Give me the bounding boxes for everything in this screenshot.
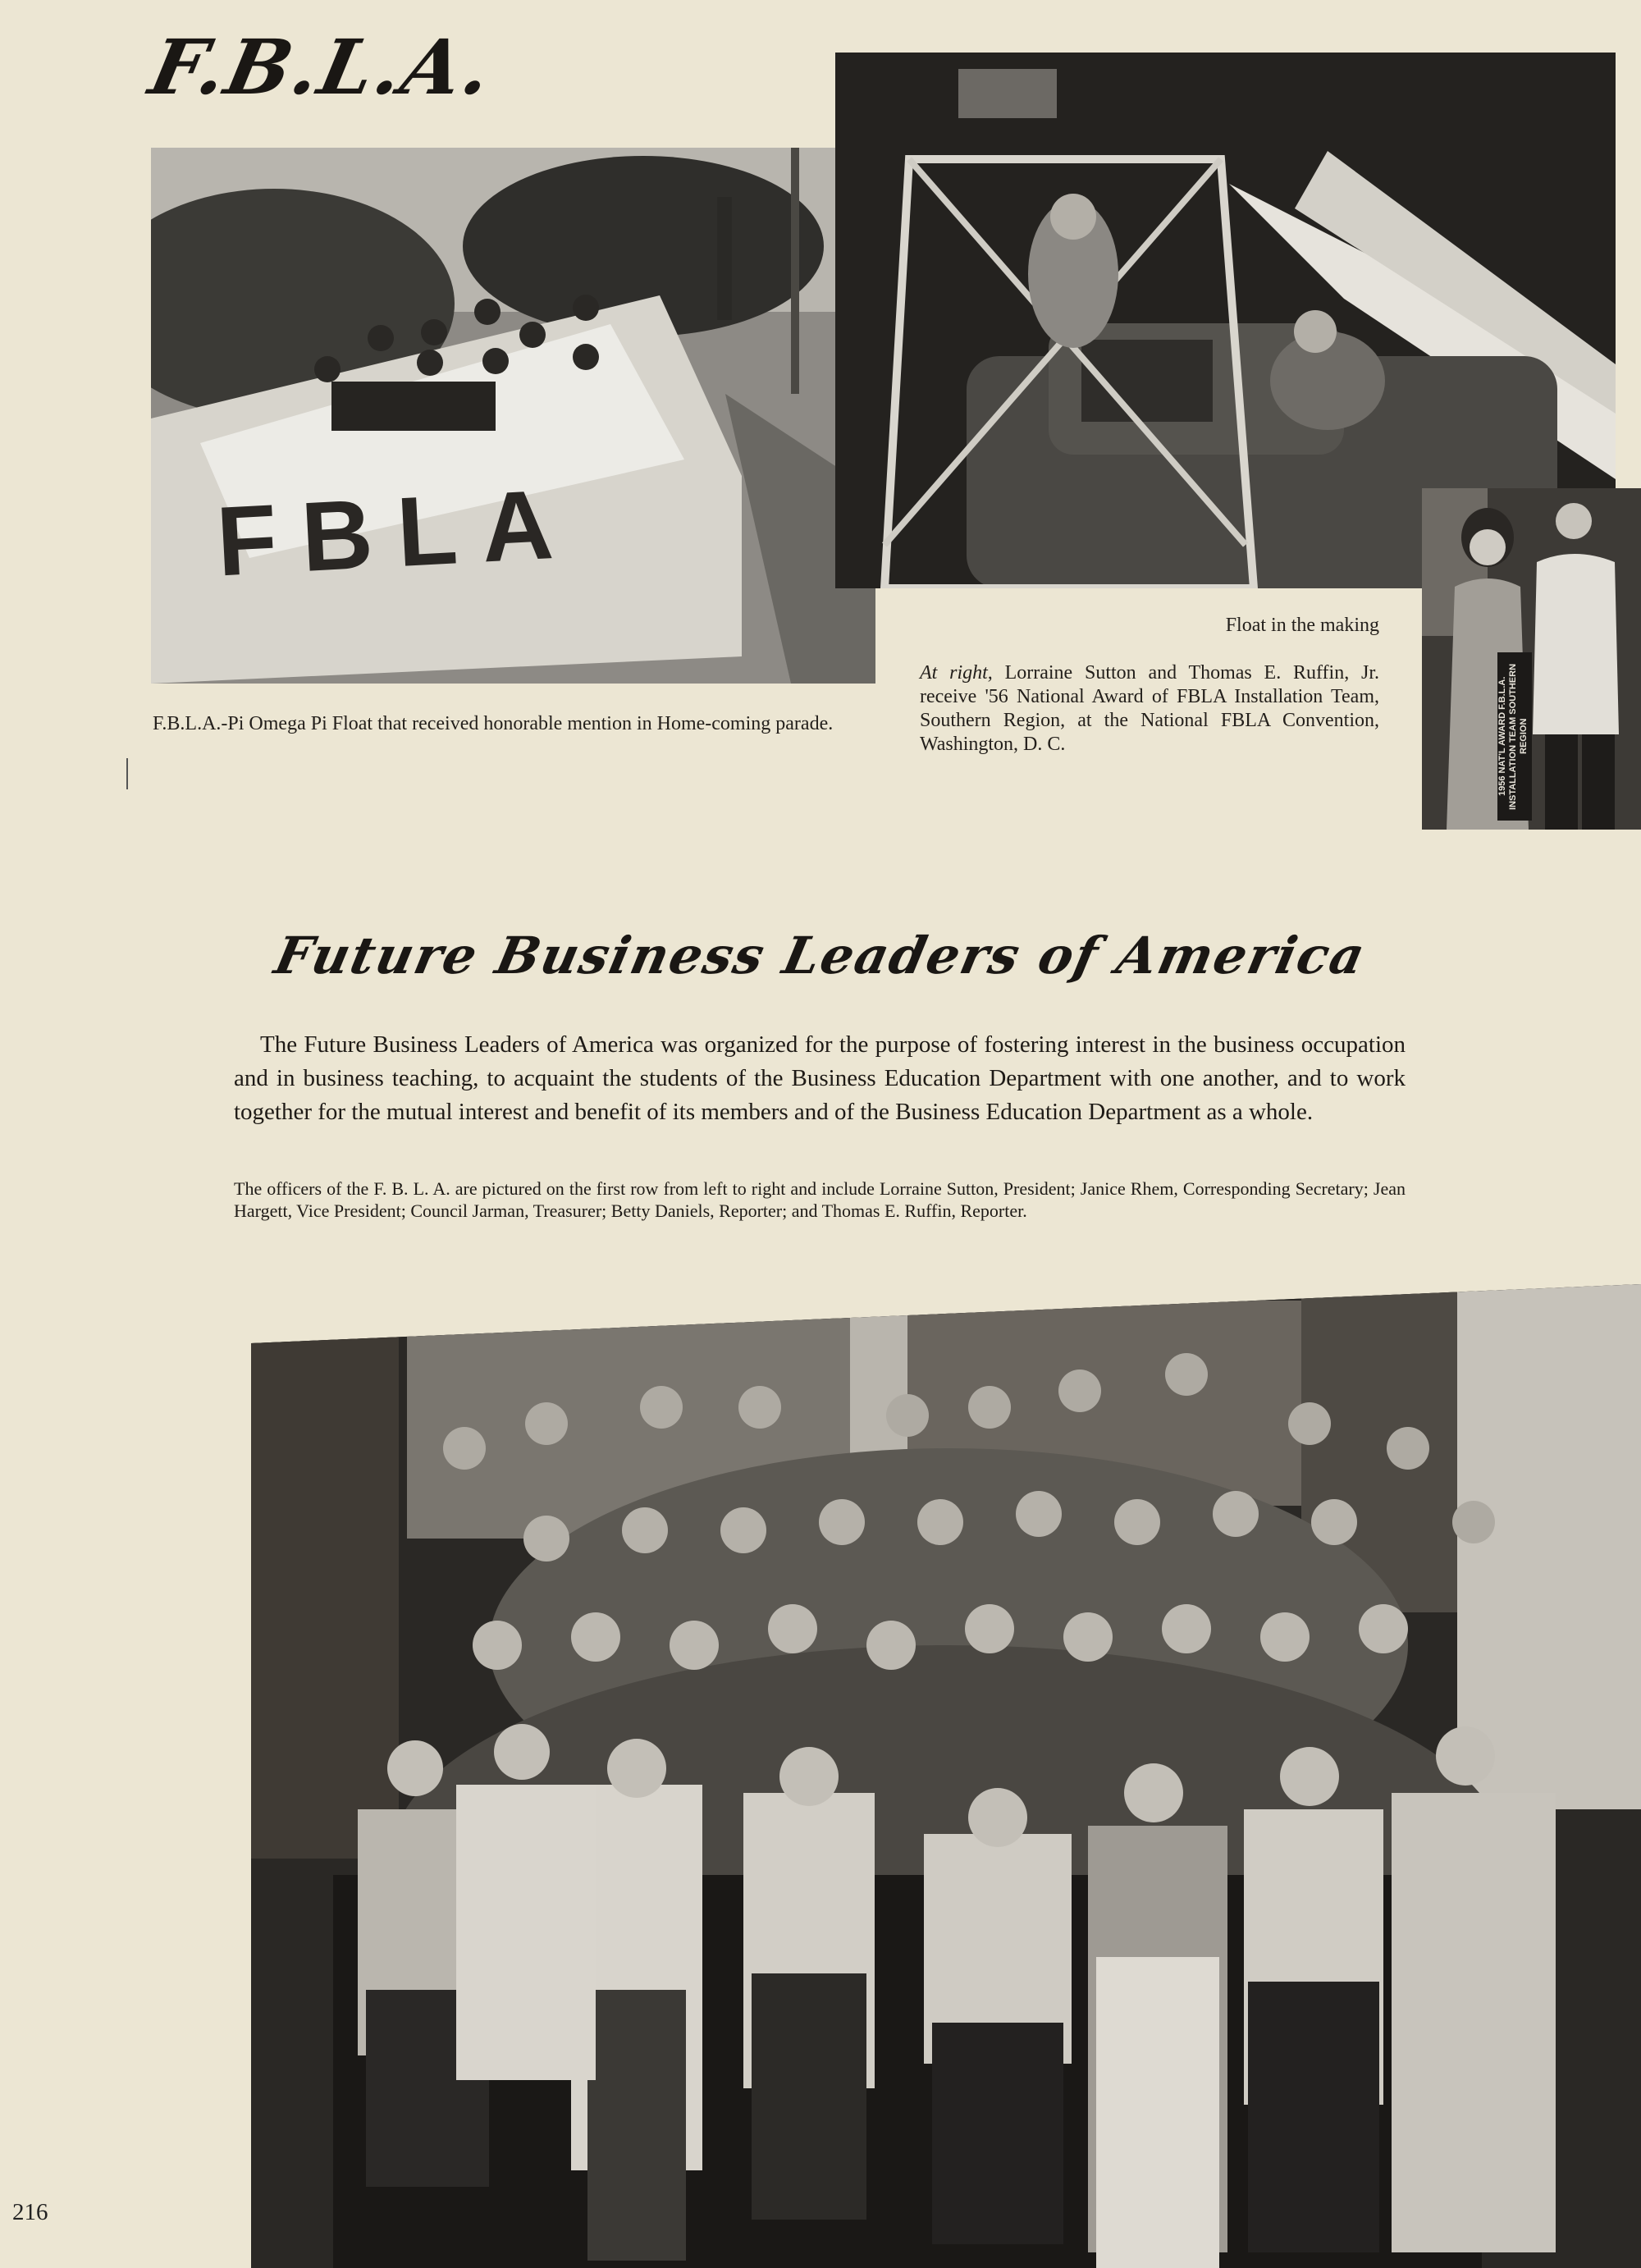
page-number: 216 — [12, 2199, 48, 2225]
award-pennant-text: 1956 NAT'L AWARD F.B.L.A. INSTALLATION TEAM SOUTHERN REGION — [1497, 663, 1529, 810]
float-photo-caption: F.B.L.A.-Pi Omega Pi Float that received honorable mention in Home-coming parade. — [153, 713, 834, 734]
group-photo — [251, 1284, 1641, 2268]
section-heading: Future Business Leaders of America — [269, 926, 1372, 985]
margin-mark — [126, 758, 128, 789]
officers-paragraph: The officers of the F. B. L. A. are pictured on the first row from left to right and include Lorraine Sutton, President; Janice Rhem, Corresponding Secretary; Jean Hargett, Vice President; Council Jarman, Treasurer; Betty Daniels, Reporter; and Thomas E. Ruffin, Reporter. — [234, 1178, 1406, 1221]
float-making-caption: Float in the making — [1225, 615, 1379, 636]
award-photo — [1422, 488, 1641, 830]
float-photo-image — [151, 148, 875, 684]
award-pennant — [1497, 652, 1532, 821]
award-caption-text: Lorraine Sutton and Thomas E. Ruffin, Jr. receive '56 National Award of FBLA Installation Team, Southern Region, at the National FBLA Convention, Washington, D. C. — [920, 662, 1379, 755]
award-caption-lead: At right, — [920, 662, 993, 684]
intro-paragraph: The Future Business Leaders of America was organized for the purpose of fostering interest in the business occupation and in business teaching, to acquaint the students of the Business Education Department with one another, and to work together for the mutual interest and benefit of its members and of the Business Education Department as a whole. — [234, 1031, 1406, 1125]
award-caption — [920, 661, 1379, 757]
float-sign-text: FBLA — [213, 468, 581, 597]
group-photo-image — [251, 1284, 1641, 2268]
float-photo — [151, 148, 875, 684]
page-title: F.B.L.A. — [142, 23, 501, 112]
